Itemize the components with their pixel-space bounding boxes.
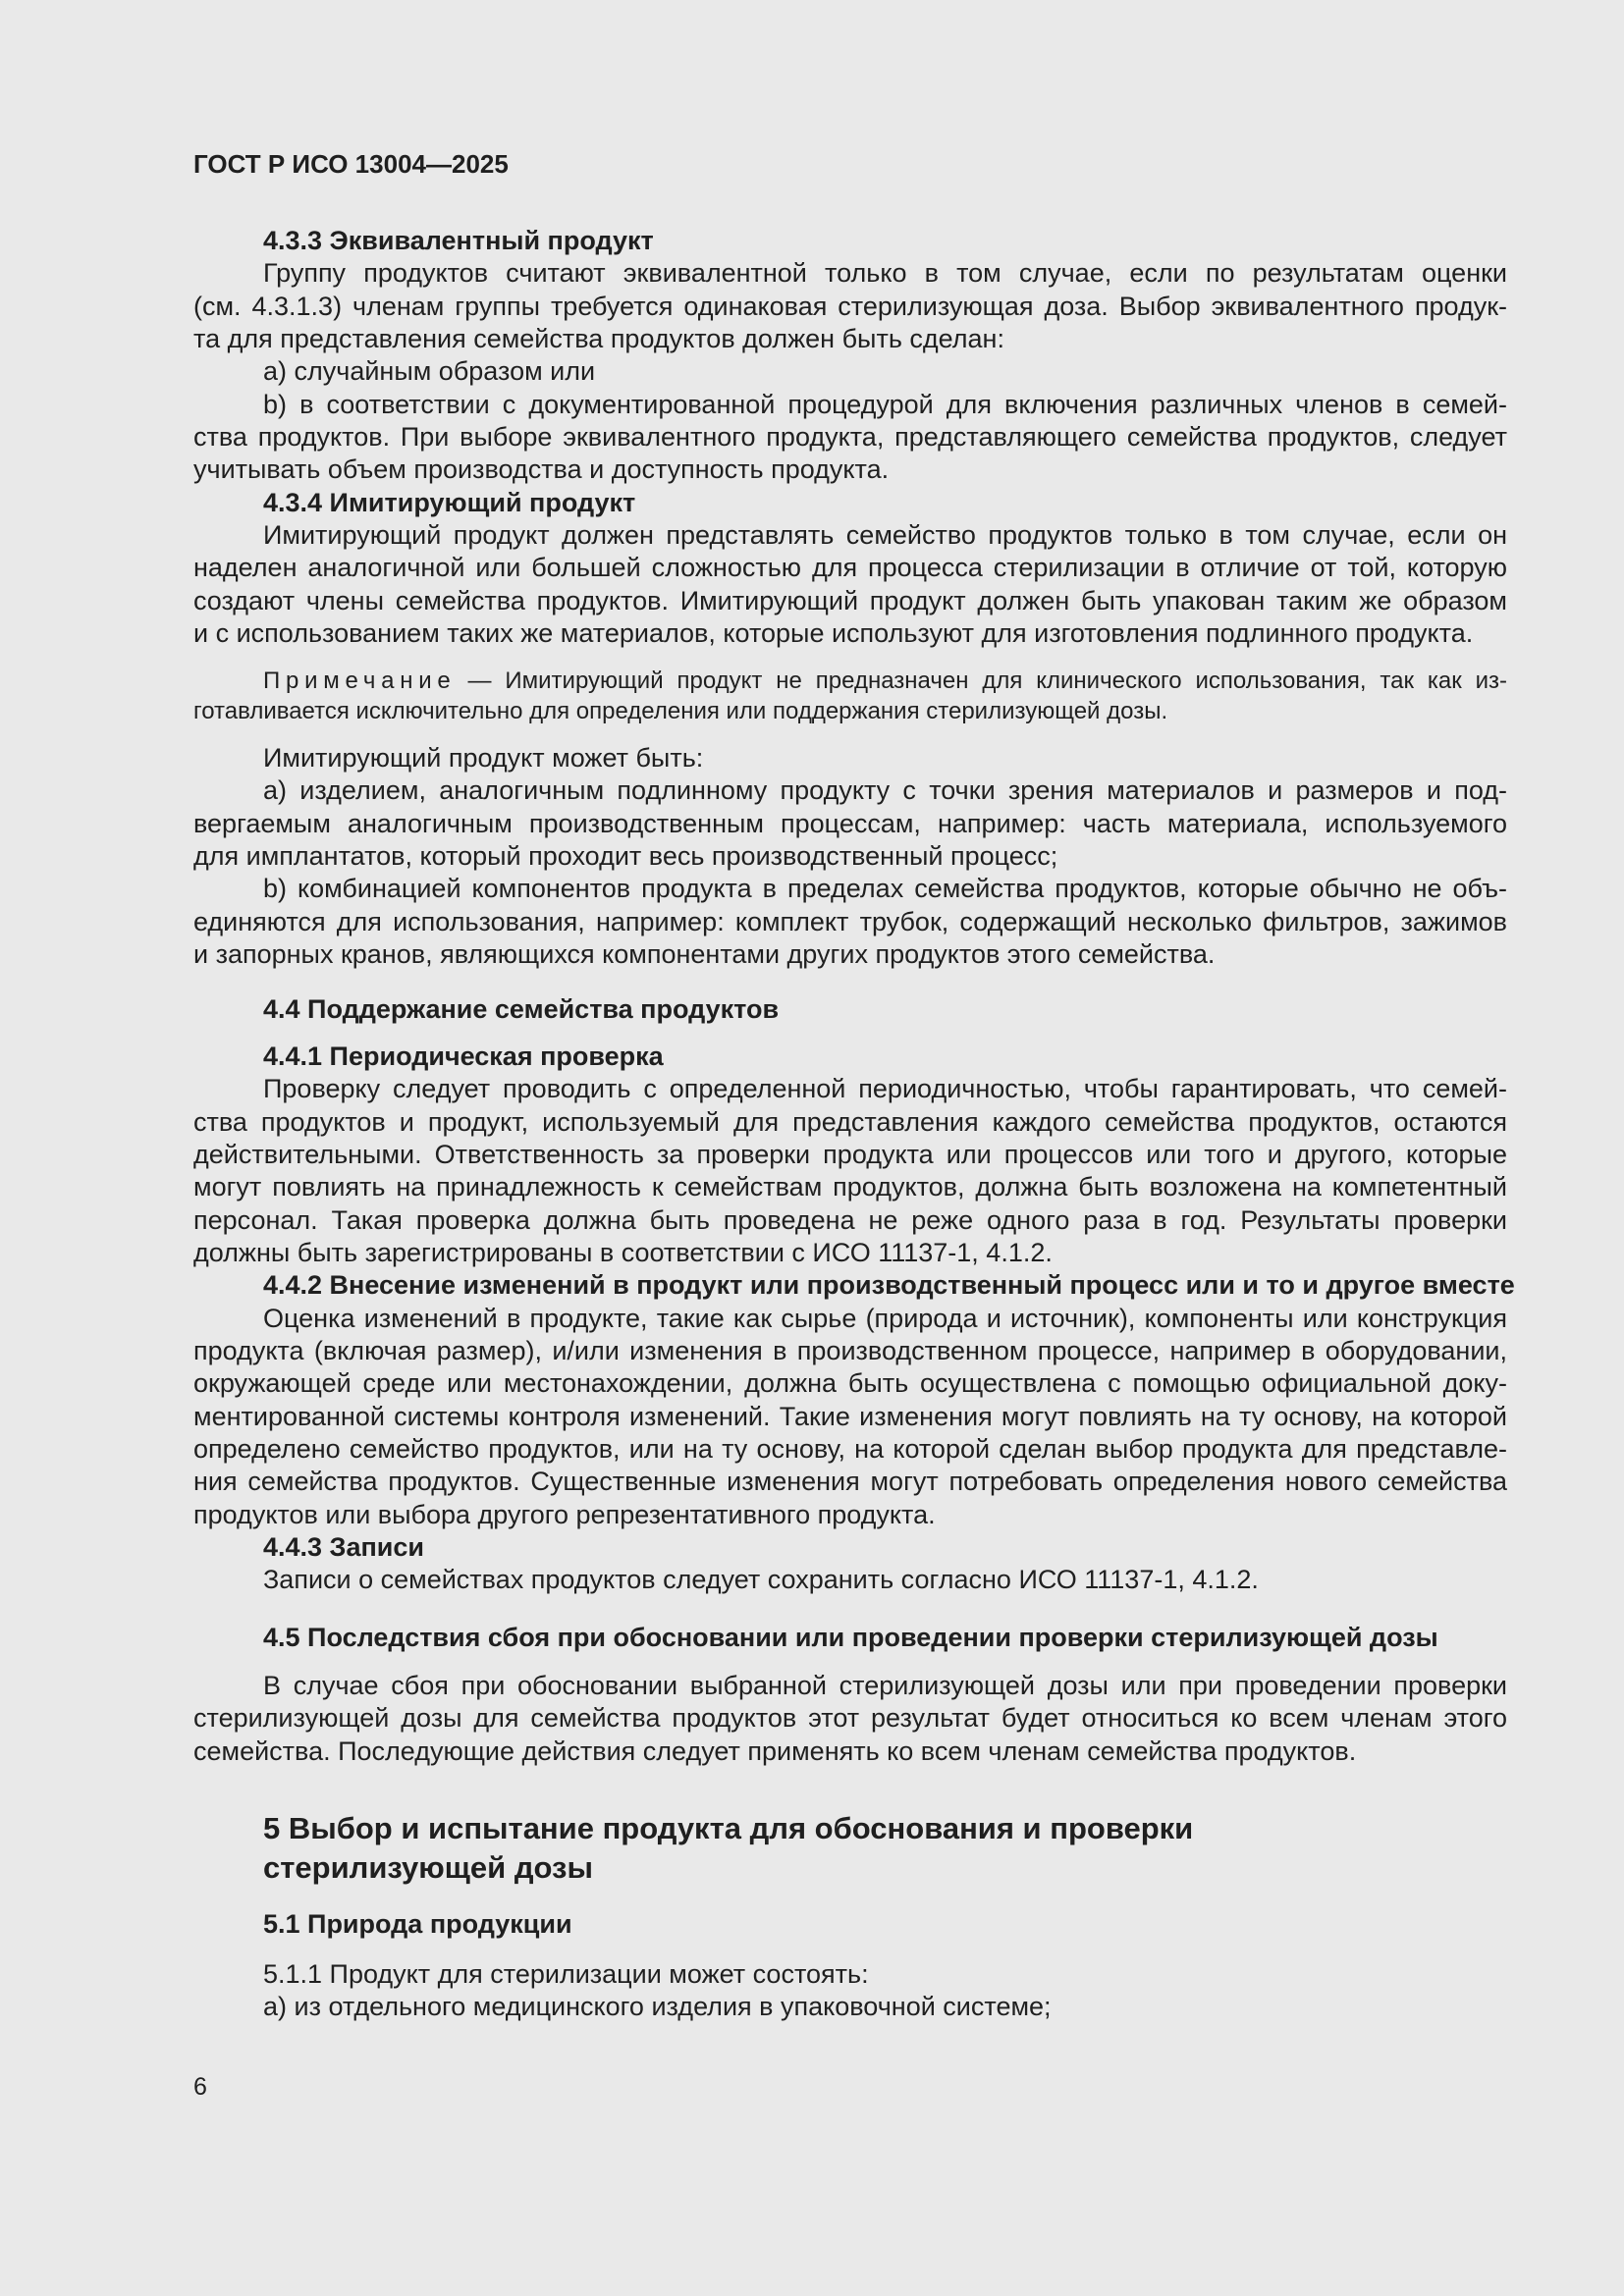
note-line: готавливается исключительно для определения или поддержания стерилизующей дозы. bbox=[193, 698, 1168, 724]
section-4-3-3-and-4-3-4 bbox=[193, 225, 1507, 650]
list-item-b-line: и запорных кранов, являющихся компонентами других продуктов этого семейства. bbox=[193, 938, 1216, 969]
paragraph-line: ментированной системы контроля изменений. Такие изменения могут повлиять на ту основу, на которой bbox=[193, 1401, 1507, 1431]
list-item-b-line: учитывать объем производства и доступность продукта. bbox=[193, 454, 890, 485]
heading-4-4-2: 4.4.2 Внесение изменений в продукт или производственный процесс или и то и другое вместе bbox=[263, 1270, 1515, 1301]
paragraph-line: продуктов или выбора другого репрезентативного продукта. bbox=[193, 1499, 936, 1529]
list-item-b: b) в соответствии с документированной процедурой для включения различных членов в семей- bbox=[263, 389, 1507, 419]
paragraph-line: Проверку следует проводить с определенной периодичностью, чтобы гарантировать, что семей- bbox=[263, 1074, 1507, 1104]
paragraph-line: и с использованием таких же материалов, которые используют для изготовления подлинного продукта. bbox=[193, 617, 1474, 648]
section-5-1 bbox=[193, 1908, 1507, 1941]
paragraph-line: персонал. Такая проверка должна быть проведена не реже одного раза в год. Результаты проверки bbox=[193, 1204, 1507, 1235]
section-4-5 bbox=[193, 1622, 1507, 1654]
paragraph-line: та для представления семейства продуктов должен быть сделан: bbox=[193, 323, 1004, 353]
paragraph-line: создают члены семейства продуктов. Имитирующий продукт должен быть упакован таким же образом bbox=[193, 585, 1507, 615]
heading-4-4-1: 4.4.1 Периодическая проверка bbox=[263, 1041, 664, 1071]
paragraph-line: Записи о семействах продуктов следует сохранить согласно ИСО 11137-1, 4.1.2. bbox=[263, 1565, 1259, 1595]
heading-4-4-3: 4.4.3 Записи bbox=[263, 1531, 425, 1562]
section-4-4 bbox=[193, 993, 1507, 1026]
paragraph-line: Оценка изменений в продукте, такие как сырье (природа и источник), компоненты или конструкция bbox=[263, 1303, 1507, 1333]
page-footer bbox=[193, 2071, 1507, 2104]
paragraph-line: продукта (включая размер), и/или изменения в производственном процессе, например в оборудовании, bbox=[193, 1335, 1507, 1365]
imitating-product-list bbox=[193, 742, 1507, 971]
paragraph-line: (см. 4.3.1.3) членам группы требуется одинаковая стерилизующая доза. Выбор эквивалентного продук- bbox=[193, 291, 1507, 321]
paragraph-line: В случае сбоя при обосновании выбранной стерилизующей дозы или при проведении проверки bbox=[263, 1671, 1507, 1700]
heading-4-3-4: 4.3.4 Имитирующий продукт bbox=[263, 487, 636, 517]
heading-4-5: 4.5 Последствия сбоя при обосновании или проведении проверки стерилизующей дозы bbox=[263, 1623, 1438, 1652]
document-code: ГОСТ Р ИСО 13004—2025 bbox=[193, 149, 509, 179]
paragraph-line: ния семейства продуктов. Существенные изменения могут потребовать определения нового семейства bbox=[193, 1467, 1507, 1497]
paragraph-line: действительными. Ответственность за проверки продукта или процессов или того и другого, которые bbox=[193, 1139, 1507, 1169]
section-4-4-subsections bbox=[193, 1041, 1515, 1597]
note-text: — Имитирующий продукт не предназначен для клинического использования, так как из- bbox=[467, 667, 1507, 694]
list-item-a: a) случайным образом или bbox=[263, 356, 596, 387]
section-4-5-body bbox=[193, 1670, 1507, 1768]
page-number: 6 bbox=[193, 2073, 207, 2101]
heading-5-1: 5.1 Природа продукции bbox=[263, 1909, 572, 1939]
heading-4-3-3: 4.3.3 Эквивалентный продукт bbox=[263, 226, 654, 255]
paragraph-line: определено семейство продуктов, или на ту основу, на которой сделан выбор продукта для представле- bbox=[193, 1433, 1507, 1464]
heading-5-line: 5 Выбор и испытание продукта для обоснования и проверки bbox=[263, 1811, 1194, 1845]
note-line bbox=[193, 666, 1507, 696]
paragraph-line: семейства. Последующие действия следует применять ко всем членам семейства продуктов. bbox=[193, 1735, 1357, 1766]
paragraph-line: могут повлиять на принадлежность к семействам продуктов, должна быть возложена на компетентный bbox=[193, 1172, 1507, 1202]
list-item-b: b) комбинацией компонентов продукта в пределах семейства продуктов, которые обычно не объ- bbox=[263, 874, 1507, 904]
heading-4-4: 4.4 Поддержание семейства продуктов bbox=[263, 994, 780, 1024]
section-5 bbox=[193, 1809, 1507, 1888]
paragraph-line: Группу продуктов считают эквивалентной только в том случае, если по результатам оценки bbox=[263, 258, 1507, 289]
paragraph-line: стерилизующей дозы для семейства продуктов этот результат будет относиться ко всем членам этого bbox=[193, 1703, 1507, 1734]
note-label: Примечание bbox=[263, 667, 457, 694]
list-intro: Имитирующий продукт может быть: bbox=[263, 743, 704, 773]
list-item-a-line: для имплантатов, который проходит весь производственный процесс; bbox=[193, 840, 1058, 871]
section-5-1-1 bbox=[193, 1958, 1507, 2024]
running-header bbox=[193, 148, 1507, 181]
note-block bbox=[193, 666, 1507, 726]
heading-5-line: стерилизующей дозы bbox=[263, 1850, 593, 1885]
paragraph-line: наделен аналогичной или большей сложностью для процесса стерилизации в отличие от той, которую bbox=[193, 553, 1507, 583]
paragraph-line: Имитирующий продукт должен представлять семейство продуктов только в том случае, если он bbox=[263, 519, 1507, 550]
paragraph-line: должны быть зарегистрированы в соответствии с ИСО 11137-1, 4.1.2. bbox=[193, 1237, 1053, 1267]
list-item-a-line: вергаемым аналогичным производственным процессам, например: часть материала, используемого bbox=[193, 808, 1507, 838]
list-item-a: a) изделием, аналогичным подлинному продукту с точки зрения материалов и размеров и под- bbox=[263, 775, 1507, 806]
paragraph-line: ства продуктов и продукт, используемый для представления каждого семейства продуктов, остаются bbox=[193, 1106, 1507, 1137]
paragraph-line: окружающей среде или местонахождении, должна быть осуществлена с помощью официальной доку- bbox=[193, 1368, 1507, 1399]
list-item-a: a) из отдельного медицинского изделия в упаковочной системе; bbox=[263, 1992, 1052, 2022]
list-item-b-line: ства продуктов. При выборе эквивалентного продукта, представляющего семейства продуктов, следует bbox=[193, 421, 1507, 452]
paragraph-line: 5.1.1 Продукт для стерилизации может состоять: bbox=[263, 1959, 869, 1989]
list-item-b-line: единяются для использования, например: комплект трубок, содержащий несколько фильтров, зажимов bbox=[193, 906, 1507, 936]
